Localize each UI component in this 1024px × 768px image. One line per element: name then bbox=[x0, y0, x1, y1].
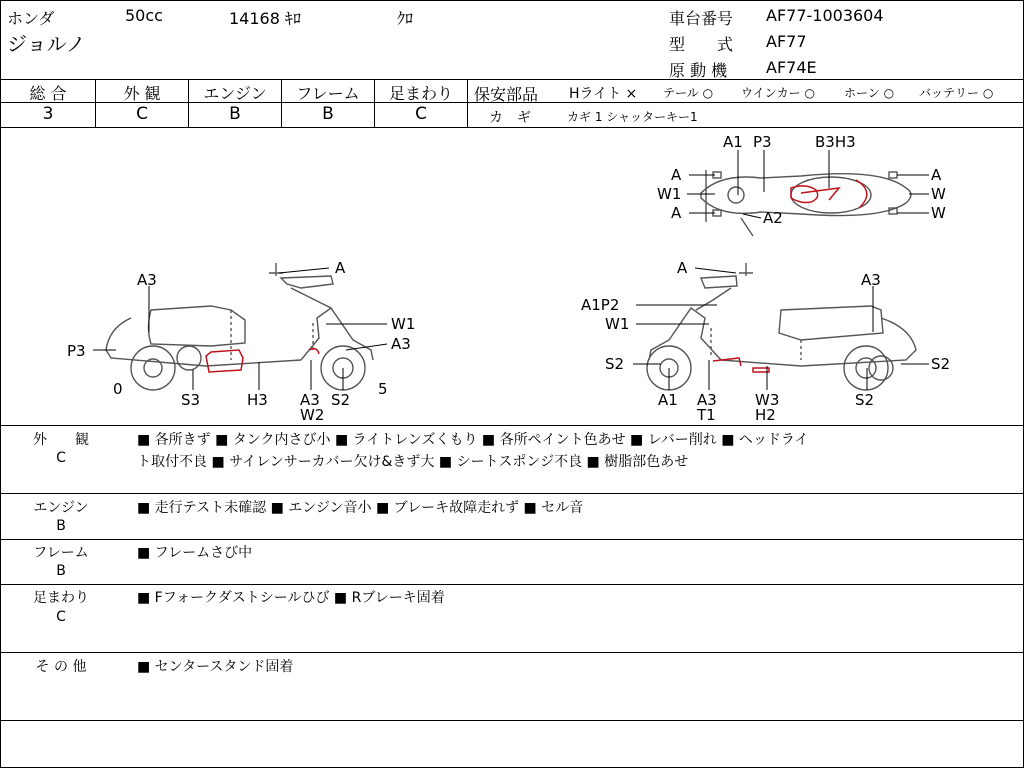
remark-suspension-label: 足まわり bbox=[33, 590, 89, 606]
divider bbox=[1, 425, 1023, 426]
remark-other-label: そ の 他 bbox=[35, 659, 87, 675]
divider bbox=[1, 720, 1023, 721]
diagram-label: S2 bbox=[931, 355, 951, 373]
diagram-label: W2 bbox=[300, 406, 325, 424]
diagram-label: A3 bbox=[137, 271, 157, 289]
grade-engine-value: B bbox=[229, 104, 241, 124]
grade-exterior-label: 外 観 bbox=[123, 84, 161, 103]
diagram-label: W3 bbox=[755, 391, 780, 409]
diagram-label: S2 bbox=[331, 391, 351, 409]
remark-frame-text: ■ フレームさび中 bbox=[137, 545, 253, 561]
diagram-label: P3 bbox=[753, 133, 772, 151]
divider bbox=[1, 79, 1023, 80]
diagram-label: A1P2 bbox=[581, 296, 620, 314]
divider bbox=[1, 539, 1023, 540]
divider bbox=[467, 79, 468, 127]
diagram-label: 5 bbox=[378, 380, 388, 398]
remark-engine-label: エンジン bbox=[33, 500, 89, 516]
color: ｸﾛ bbox=[397, 9, 414, 28]
maker: ホンダ bbox=[7, 9, 55, 28]
diagram-label: A bbox=[335, 259, 346, 277]
model-name: ジョルノ bbox=[7, 32, 86, 56]
diagram-label: B3H3 bbox=[815, 133, 856, 151]
displacement: 50cc bbox=[125, 6, 163, 25]
remark-exterior-label: 外 観 bbox=[33, 432, 89, 448]
safety-horn: ホーン ○ bbox=[844, 86, 895, 100]
remark-frame-label: フレーム bbox=[33, 545, 89, 561]
type-value: AF77 bbox=[766, 32, 807, 51]
remark-engine-grade: B bbox=[56, 518, 66, 534]
diagram-label: P3 bbox=[67, 342, 86, 360]
safety-battery: バッテリー ○ bbox=[919, 86, 994, 100]
mileage: 14168 ｷﾛ bbox=[229, 9, 301, 28]
diagram-label: A3 bbox=[861, 271, 881, 289]
remark-exterior-grade: C bbox=[56, 450, 66, 466]
grade-exterior-value: C bbox=[136, 104, 148, 124]
grade-overall-label: 総 合 bbox=[29, 84, 67, 103]
frame-number-label: 車台番号 bbox=[669, 9, 734, 28]
scooter-damage-diagram bbox=[1, 128, 1023, 426]
remark-engine-text: ■ 走行テスト未確認 ■ エンジン音小 ■ ブレーキ故障走れず ■ セル音 bbox=[137, 500, 584, 516]
divider bbox=[1, 493, 1023, 494]
engine-value: AF74E bbox=[766, 58, 817, 77]
divider bbox=[468, 102, 1023, 103]
diagram-label: A bbox=[671, 166, 682, 184]
diagram-label: H3 bbox=[247, 391, 268, 409]
diagram-label: W1 bbox=[605, 315, 630, 333]
diagram-label: A3 bbox=[697, 391, 717, 409]
key-value: カギ 1 シャッターキー1 bbox=[567, 110, 698, 124]
diagram-label: S3 bbox=[181, 391, 201, 409]
remark-suspension-text: ■ Fフォークダストシールひび ■ Rブレーキ固着 bbox=[137, 590, 445, 606]
diagram-label: A bbox=[671, 204, 682, 222]
diagram-label: W bbox=[931, 185, 946, 203]
diagram-label: W1 bbox=[657, 185, 682, 203]
remark-suspension-grade: C bbox=[56, 609, 66, 625]
safety-headlight: Hライト × bbox=[569, 86, 638, 102]
divider bbox=[1, 584, 1023, 585]
diagram-label: W bbox=[931, 204, 946, 222]
diagram-label: A bbox=[677, 259, 688, 277]
key-label: カ ギ bbox=[489, 110, 531, 126]
safety-label: 保安部品 bbox=[474, 85, 539, 104]
remark-other-text: ■ センタースタンド固着 bbox=[137, 659, 294, 675]
grade-engine-label: エンジン bbox=[203, 84, 267, 103]
diagram-label: A bbox=[931, 166, 942, 184]
remark-frame-grade: B bbox=[56, 563, 66, 579]
diagram-label: S2 bbox=[605, 355, 625, 373]
diagram-label: T1 bbox=[697, 406, 716, 424]
divider bbox=[1, 652, 1023, 653]
remark-exterior-text-2: ト取付不良 ■ サイレンサーカバー欠け&きず大 ■ シートスポンジ不良 ■ 樹脂部色あせ bbox=[137, 454, 689, 470]
diagram-label: A3 bbox=[300, 391, 320, 409]
grade-suspension-label: 足まわり bbox=[388, 84, 453, 103]
diagram-label: S2 bbox=[855, 391, 875, 409]
remark-exterior-text-1: ■ 各所きず ■ タンク内さび小 ■ ライトレンズくもり ■ 各所ペイント色あせ ■ レバー削れ ■ ヘッドライ bbox=[137, 432, 809, 448]
safety-winker: ウインカー ○ bbox=[741, 86, 815, 100]
diagram-label: W1 bbox=[391, 315, 416, 333]
diagram-label: A2 bbox=[763, 209, 783, 227]
diagram-label: A1 bbox=[658, 391, 678, 409]
type-label: 型 式 bbox=[669, 35, 734, 54]
grade-frame-value: B bbox=[322, 104, 334, 124]
frame-number: AF77-1003604 bbox=[766, 6, 884, 25]
diagram-label: 0 bbox=[113, 380, 123, 398]
diagram-label: A1 bbox=[723, 133, 743, 151]
grade-suspension-value: C bbox=[415, 104, 427, 124]
diagram-label: A3 bbox=[391, 335, 411, 353]
grade-overall-value: 3 bbox=[42, 104, 54, 124]
diagram-label: H2 bbox=[755, 406, 776, 424]
grade-frame-label: フレーム bbox=[296, 84, 360, 103]
safety-tail: テール ○ bbox=[663, 86, 714, 100]
engine-label: 原 動 機 bbox=[669, 61, 728, 80]
